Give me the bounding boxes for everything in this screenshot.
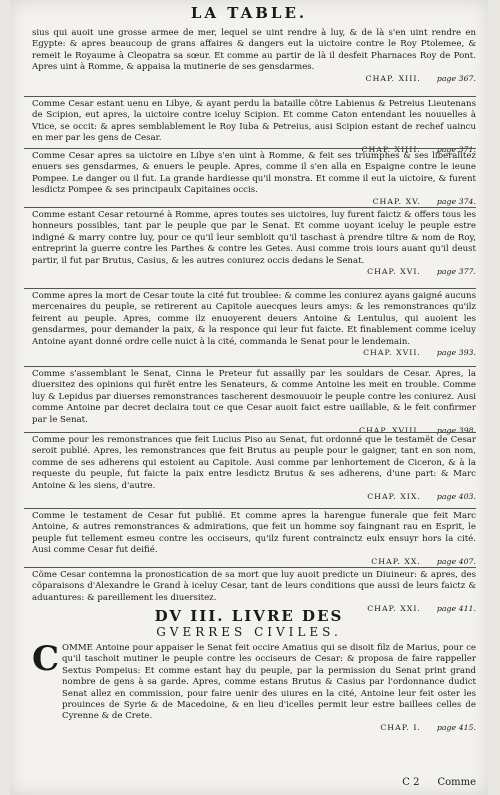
entry-reference (32, 197, 476, 207)
chapter-number: CHAP. XV. (372, 196, 421, 206)
entry-reference (32, 557, 476, 567)
chapter-number: CHAP. XVIII. (358, 426, 421, 436)
entry-text: sius qui auoit une grosse armee de mer, lequel se uint rendre à luy, & de là s'en uint rendre en Egypte: & apres beaucoup de grans affaires & dangers eut la uictoire contre le Roy Ptolemee, & remeit le Royaume à Cleopatra sa sœur. Et comme au partir de là il desfeit Pharnaces Roy de Pont. Apres uint à Romme, & appaisa la mutinerie de ses gensdarmes. (32, 28, 476, 73)
page-number: page 415. (436, 722, 476, 732)
divider (24, 148, 476, 149)
chapter-number: CHAP. XIII. (365, 73, 421, 83)
page-number: page 393. (436, 348, 476, 358)
drop-capital: C (32, 639, 60, 679)
entry-chap-19 (32, 435, 476, 502)
entry-chap-17 (32, 291, 476, 358)
entry-reference (32, 74, 476, 84)
entry-chap-16 (32, 210, 476, 277)
entry-chap-20 (32, 511, 476, 567)
entry-book3-chap-1 (62, 643, 476, 733)
chapter-number: CHAP. XIIII. (361, 144, 421, 154)
entry-reference (32, 492, 476, 502)
entry-text: Comme Cesar estant uenu en Libye, & ayant perdu la bataille cõtre Labienus & Petreius Lieutenans de Scipion, eut apres, la uictoire contre iceluy Scipion. Et comme Caton entendant les nouuelles à Vtice, se occit: & apres semblablement le Roy Iuba & Petreius, ausi Scipion estant de rechef uaincu en mer par les gens de Cesar. (32, 99, 476, 144)
page-number: page 371. (436, 144, 476, 154)
page-number: page 374. (436, 196, 476, 206)
chapter-number: CHAP. XX. (371, 556, 421, 566)
entry-chap-15 (32, 151, 476, 207)
entry-text: Comme pour les remonstrances que feit Lucius Piso au Senat, fut ordonné que le testamët de Cesar seroit publié. Apres, les remonstrances que feit Brutus au peuple pour le gaigner, tant en son nom, comme de ses adherens qui estoient au Capitole. Ausi comme par lenhortement de Ciceron, & à la requeste du peuple, fut faicte la paix entre lesdictz Brutus & ses adherens, d'une part: & Marc Antoine & les siens, d'autre. (32, 435, 476, 491)
entry-text: Comme Cesar apres sa uictoire en Libye s'en uint à Romme, & feit ses triumphes & ses liberalitez enuers ses gensdarmes, & enuers le peuple. Apres, comme il s'en alla en Espaigne contre le ieune Pompee. Le danger ou il fut. La grande hardiesse qu'il monstra. Et comme il eut la uictoire, & furent lesdictz Pompee & ses principaulx Capitaines occis. (32, 151, 476, 196)
divider (24, 366, 476, 367)
entry-text: Cõme Cesar contemna la pronostication de sa mort que luy auoit predicte un Diuineur: & apres, des cõparaisons d'Alexandre le Grand à iceluy Cesar, tant de leurs conditions que aussi de leurs faictz & aduantures: & pareillement les diuersitez. (32, 570, 476, 603)
entry-chap-18 (32, 369, 476, 436)
entry-chap-13 (32, 28, 476, 84)
page-number: page 403. (436, 492, 476, 502)
page-number: page 367. (436, 73, 476, 83)
entry-text: Comme le testament de Cesar fut publié. Et comme apres la harengue funerale que feit Marc Antoine, & autres remonstrances & admirations, que feit un homme soy faingnant rau en Esprit, le peuple fut tellement esmeu contre les occiseurs, qu'ilz furent contrainctz eulx ensuyr hors la cité. Ausi comme Cesar fut deifié. (32, 511, 476, 556)
entry-text: Comme apres la mort de Cesar toute la cité fut troublee: & comme les coniurez ayans gaigné aucuns mercenaires du peuple, se retirerent au Capitole auecques leurs amys: & les remonstrances qu'ilz feirent au peuple. Apres, comme ilz enuoyerent deuers Antoine & Lentulus, qui auoient les gensdarmes, pour demander la paix, & la responce qui leur fut faicte. Et finablement comme iceluy Antoine ayant donné ordre celle nuict à la cité, commanda le Senat pour le lendemain. (32, 291, 476, 347)
book-title: DV III. LIVRE DES (154, 607, 344, 625)
page-number: page 407. (436, 556, 476, 566)
chapter-number: CHAP. XIX. (367, 492, 421, 502)
entry-text: Comme estant Cesar retourné à Romme, apres toutes ses uictoires, luy furent faictz & offers tous les honneurs possibles, tant par le peuple que par le Senat. Et comme uoyant iceluy le peuple estre indigné & marry contre luy, pour ce qu'il leur sembloit qu'il taschast à prendre tiltre & nom de Roy, entreprint la guerre contre les Parthes & contre les Getes. Ausi comme trois iours auant qu'il deust partir, il fut par Brutus, Casius, & les autres coniurez occis dedans le Senat. (32, 210, 476, 266)
entry-reference (32, 267, 476, 277)
entry-reference (32, 348, 476, 358)
divider (24, 432, 476, 433)
page-number: page 398. (436, 426, 476, 436)
entry-reference (62, 723, 476, 733)
document-page (10, 0, 488, 795)
book-subtitle: GVERRES CIVILES. (156, 625, 342, 639)
divider (24, 508, 476, 509)
divider (24, 207, 476, 208)
chapter-number: CHAP. XVI. (367, 267, 421, 277)
chapter-number: CHAP. I. (380, 722, 421, 732)
divider (24, 288, 476, 289)
chapter-number: CHAP. XXI. (367, 604, 421, 614)
catchword: Comme (437, 777, 476, 788)
divider (24, 96, 476, 97)
page-number: page 411. (436, 604, 476, 614)
signature-mark: C 2 (402, 777, 420, 788)
entry-text: OMME Antoine pour appaiser le Senat feit occire Amatius qui se disoit filz de Marius, pour ce qu'il taschoit mutiner le peuple contre les occiseurs de Cesar: & proposa de faire rappeller Sextus Pompeius: Et comme estant hay du peuple, par la permission du Senat print grand nombre de gens à sa garde. Apres, comme estans Brutus & Casius par l'ordonnance dudict Senat allez en commission, pour faire uenir des uiures en la cité, Antoine leur feit oster les prouinces de Syrie & de Macedoine, & en lieu d'icelles permit leur estre baillees celles de Cyrenne & de Crete. (62, 643, 476, 722)
divider (24, 567, 476, 568)
entry-text: Comme s'assemblant le Senat, Cinna le Preteur fut assailly par les souldars de Cesar. Apres, la diuersitez des opinions qui furët entre les Senateurs, & comme Antoine les meit en trouble. Comme luy & Lepidus par diuerses remonstrances tascherent desmouuoir le peuple contre les coniurez. Ausi comme Antoine par decret declaira tout ce que Cesar auoit faict estre uaillable, & le feit confirmer par le Senat. (32, 369, 476, 425)
page-footer (32, 777, 476, 788)
entry-chap-14 (32, 99, 476, 155)
page-header: LA TABLE. (190, 4, 308, 22)
page-number: page 377. (436, 267, 476, 277)
chapter-number: CHAP. XVII. (363, 348, 421, 358)
